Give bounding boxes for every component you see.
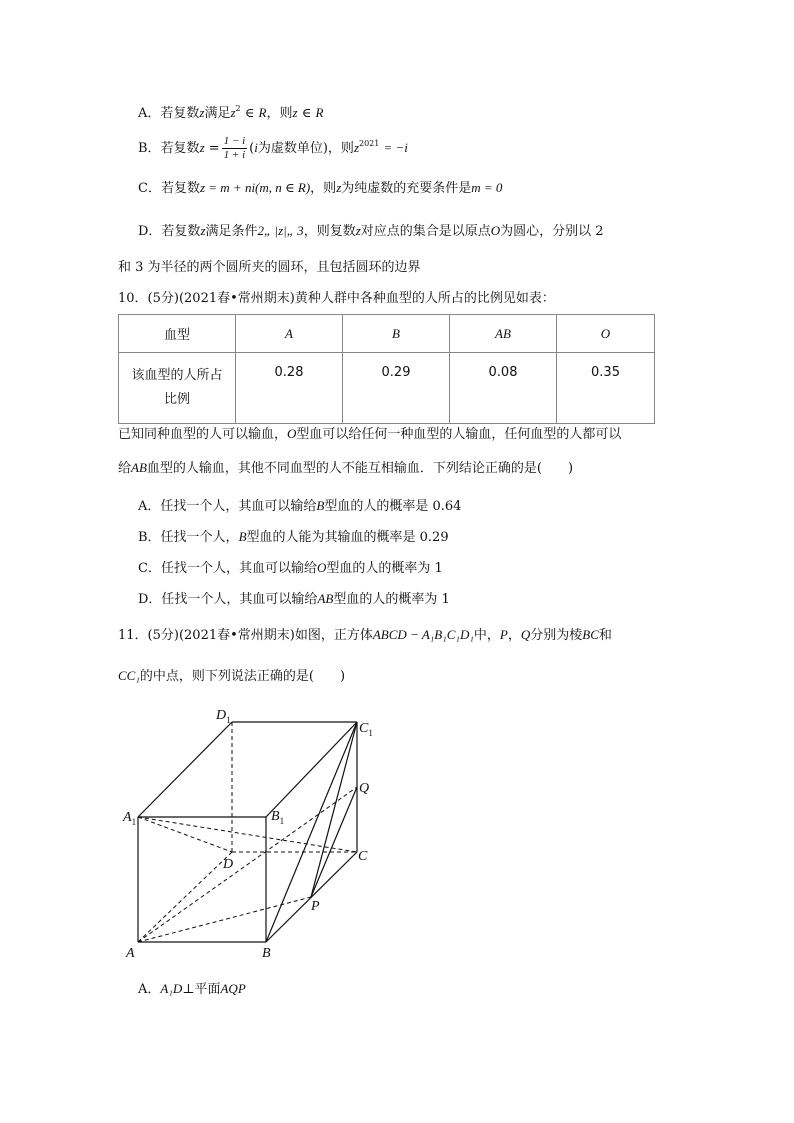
table-header-cell: A xyxy=(236,315,343,353)
table-row-label: 该血型的人所占 比例 xyxy=(119,353,236,424)
table-cell: 0.35 xyxy=(557,353,655,424)
table-cell: 0.29 xyxy=(343,353,450,424)
q11-stem-continued: CC₁的中点，则下列说法正确的是( ) xyxy=(118,668,346,684)
q11-option-a: A．A₁D⊥平面AQP xyxy=(138,981,246,997)
q10-description-1: 已知同种血型的人可以输血，O型血可以给任何一种血型的人输血，任何血型的人都可以 xyxy=(118,426,622,442)
table-cell: 0.28 xyxy=(236,353,343,424)
label-q: Q xyxy=(359,781,370,796)
label-p: P xyxy=(311,899,320,914)
label-b1: $B_1$ xyxy=(271,809,285,826)
q10-description-2: 给AB血型的人输血，其他不同血型的人不能互相输血．下列结论正确的是( ) xyxy=(118,460,574,476)
table-header-cell: O xyxy=(557,315,655,353)
q11-stem: 11．(5分)(2021春•常州期末)如图，正方体ABCD − A₁B₁C₁D₁中，P，Q分别为棱BC和 xyxy=(118,627,612,643)
q9-option-d-continued: 和 3 为半径的两个圆所夹的圆环，且包括圆环的边界 xyxy=(118,260,421,275)
q9-option-a: A．若复数z满足$z^2$ ∈ R，则z ∈ R xyxy=(138,104,324,121)
label-c1: $C_1$ xyxy=(359,721,373,738)
q10-option-c: C．任找一个人，其血可以输给O型血的人的概率为 1 xyxy=(138,560,443,576)
table-header-cell: 血型 xyxy=(119,315,236,353)
label-c: C xyxy=(358,849,368,864)
label-a1: $A_1$ xyxy=(123,810,137,827)
q10-option-a: A．任找一个人，其血可以输给B型血的人的概率是 0.64 xyxy=(138,498,462,514)
label-d1: $D_1$ xyxy=(216,708,231,725)
table-header-cell: AB xyxy=(450,315,557,353)
label-d: D xyxy=(223,857,234,872)
q9-option-b: B．若复数z = $\frac{1 - i}{1 + i}$ (i为虚数单位)，则$z^{2021} = -i$ xyxy=(138,135,408,161)
q10-stem: 10．(5分)(2021春•常州期末)黄种人群中各种血型的人所占的比例见如表： xyxy=(118,291,555,306)
q9-option-d: D．若复数z满足条件2„ |z|„ 3，则复数z对应点的集合是以原点O为圆心，分别以 2 xyxy=(138,223,604,239)
q10-option-b: B．任找一个人，B型血的人能为其输血的概率是 0.29 xyxy=(138,529,449,545)
table-header-cell: B xyxy=(343,315,450,353)
label-b: B xyxy=(262,946,271,961)
table-cell: 0.08 xyxy=(450,353,557,424)
q10-option-d: D．任找一个人，其血可以输给AB型血的人的概率为 1 xyxy=(138,591,450,607)
label-a: A xyxy=(126,946,135,961)
q9-option-c: C．若复数z = m + ni(m, n ∈ R)，则z为纯虚数的充要条件是m = 0 xyxy=(138,180,503,196)
